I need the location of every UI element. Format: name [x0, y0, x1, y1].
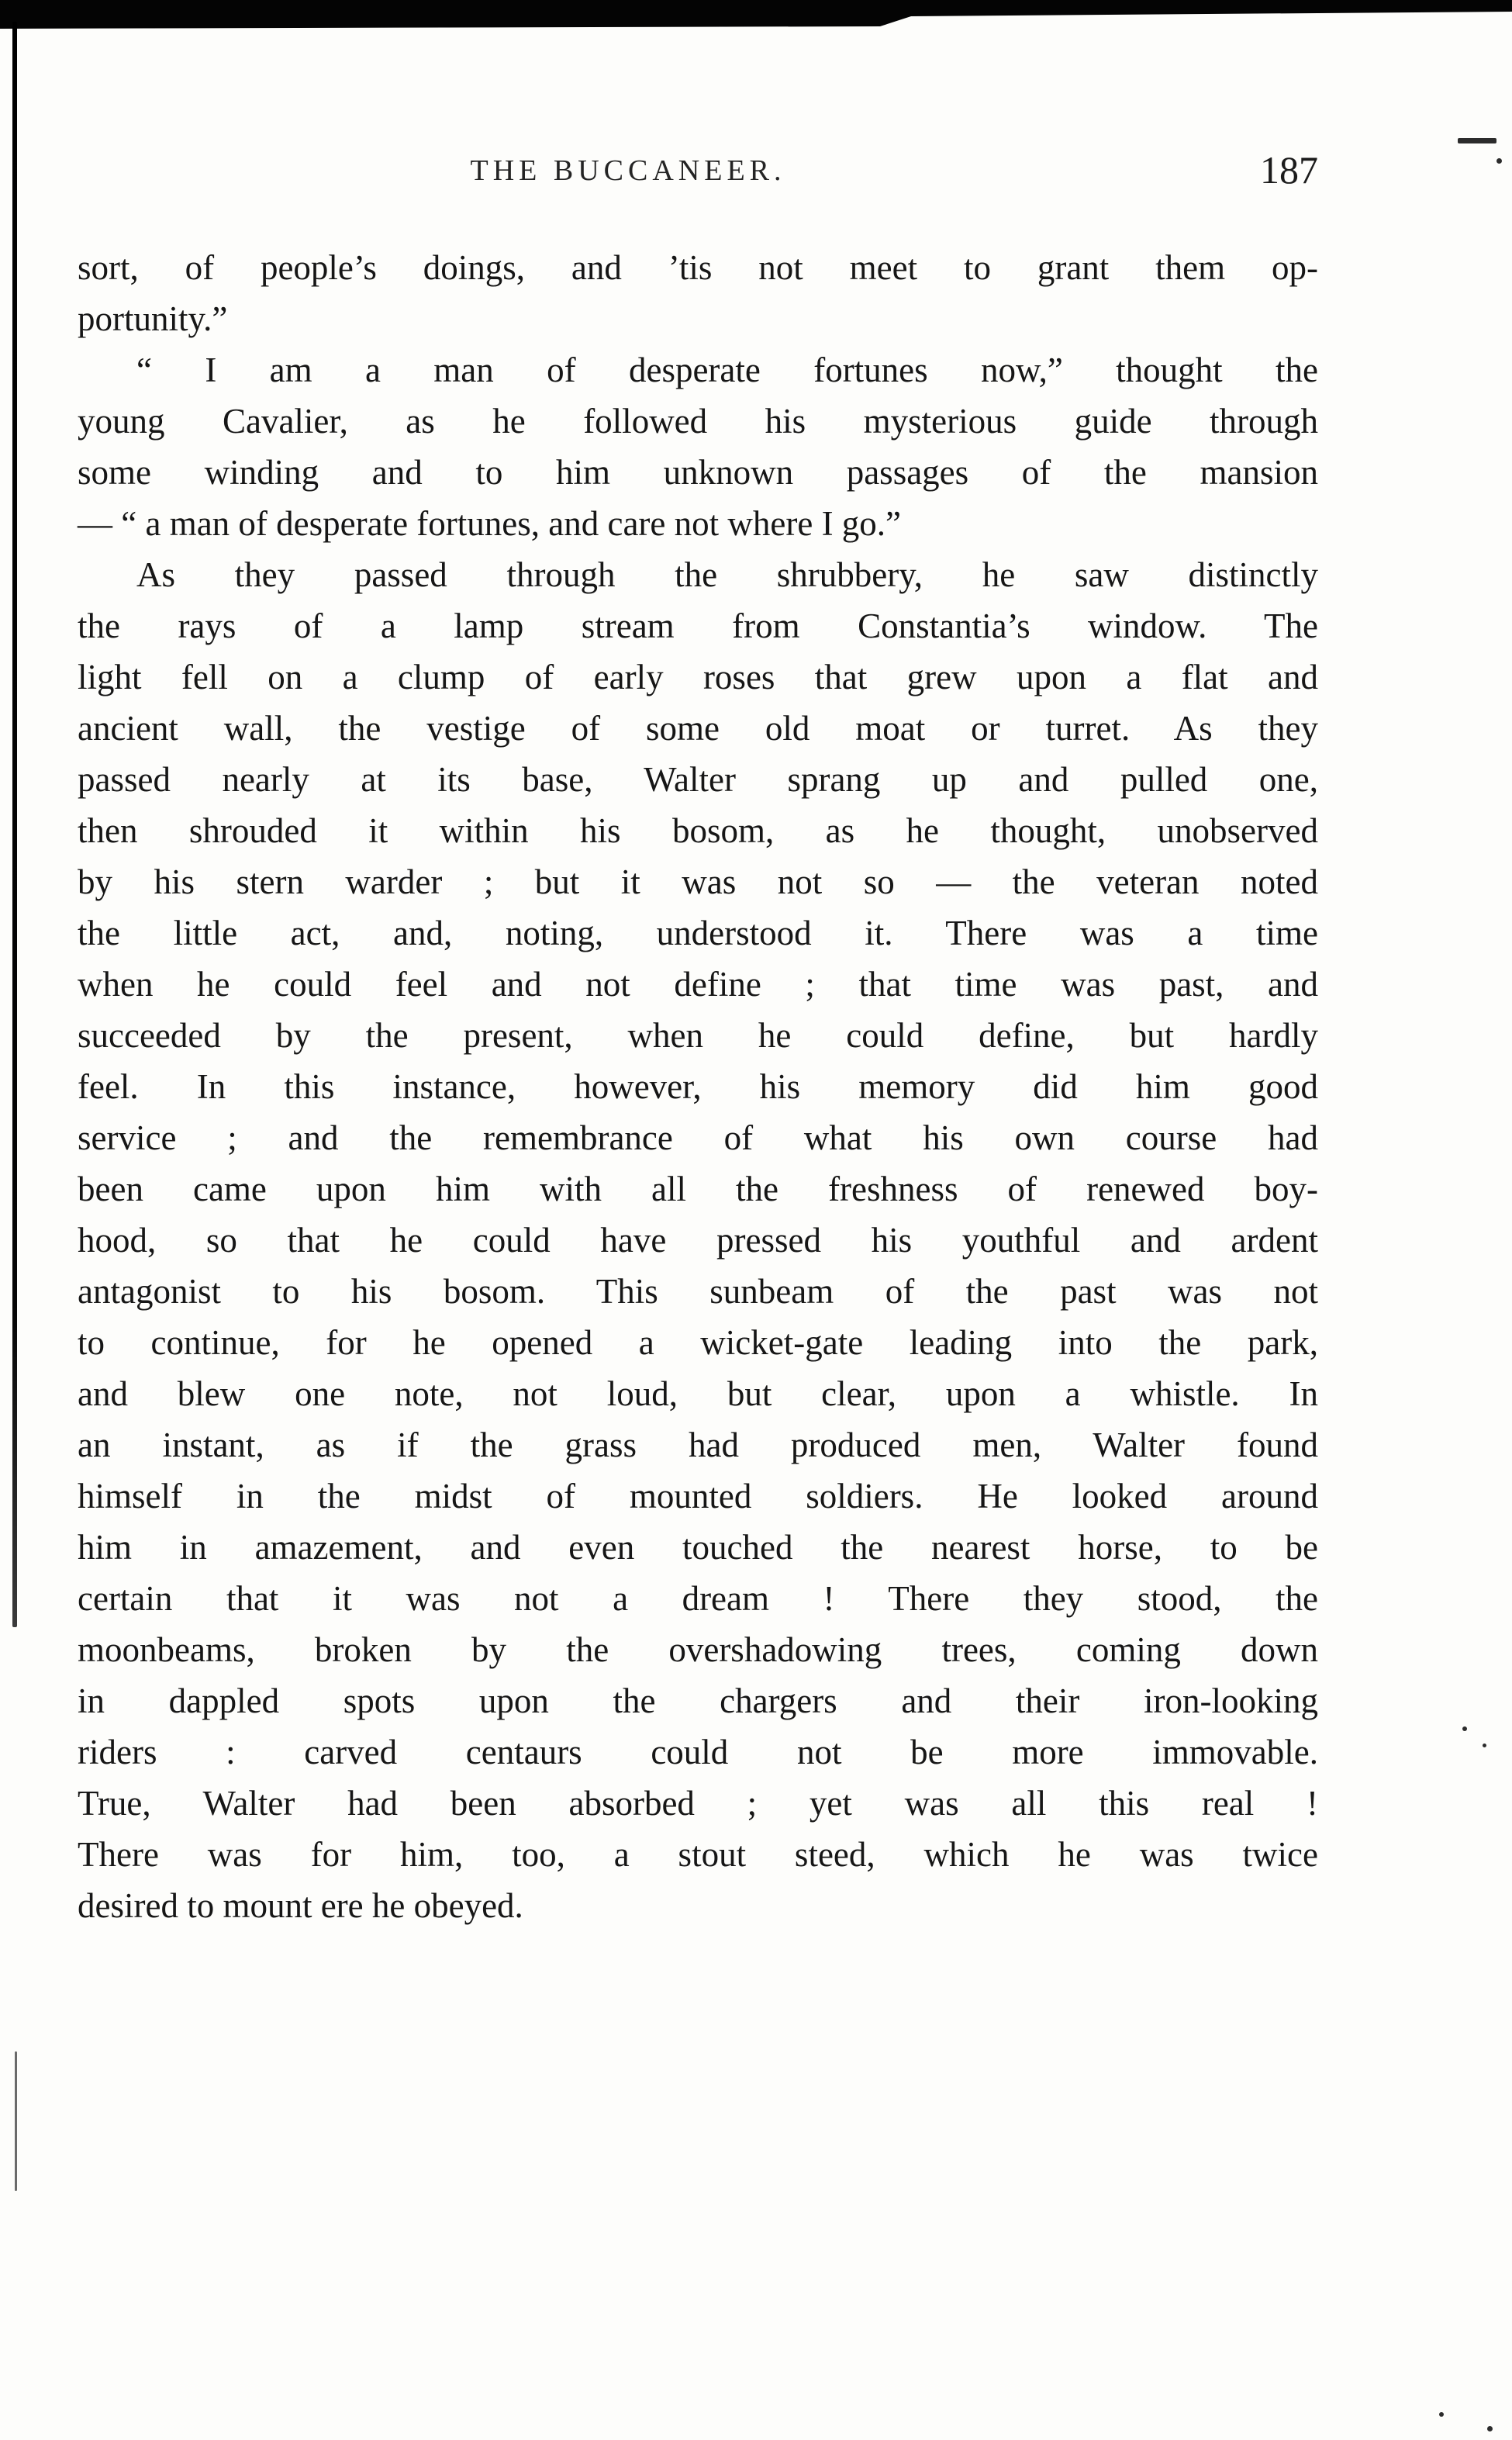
- text-line: been came upon him with all the freshness of renewed boy-: [78, 1170, 1318, 1208]
- text-line: then shrouded it within his bosom, as he thought, unobserved: [78, 811, 1318, 850]
- scan-artifact-speck: [1496, 158, 1502, 164]
- page-header: [78, 148, 1318, 208]
- text-line: riders : carved centaurs could not be more immovable.: [78, 1733, 1318, 1771]
- text-line: — “ a man of desperate fortunes, and care not where I go.”: [78, 504, 902, 543]
- text-line: when he could feel and not define ; that time was past, and: [78, 965, 1318, 1004]
- text-line: some winding and to him unknown passages of the mansion: [78, 453, 1318, 492]
- scan-artifact-left-line: [12, 22, 17, 1627]
- text-line: succeeded by the present, when he could define, but hardly: [78, 1016, 1318, 1055]
- text-line: hood, so that he could have pressed his youthful and ardent: [78, 1221, 1318, 1260]
- text-line: to continue, for he opened a wicket-gate leading into the park,: [78, 1323, 1318, 1362]
- text-line: service ; and the remembrance of what his own course had: [78, 1118, 1318, 1157]
- text-line: and blew one note, not loud, but clear, upon a whistle. In: [78, 1374, 1318, 1413]
- text-line: portunity.”: [78, 299, 228, 338]
- paragraph: [78, 344, 1318, 549]
- text-line: light fell on a clump of early roses that grew upon a flat and: [78, 658, 1318, 696]
- body-text: [78, 242, 1318, 1931]
- text-line: himself in the midst of mounted soldiers. He looked around: [78, 1477, 1318, 1515]
- paragraph: [78, 549, 1318, 1931]
- text-line: As they passed through the shrubbery, he saw distinctly: [136, 555, 1318, 594]
- scan-artifact-dash: [1458, 138, 1496, 143]
- text-line: antagonist to his bosom. This sunbeam of the past was not: [78, 1272, 1318, 1311]
- running-title: THE BUCCANEER.: [470, 154, 786, 187]
- scan-artifact-top-bar: [0, 0, 1512, 47]
- text-line: feel. In this instance, however, his memory did him good: [78, 1067, 1318, 1106]
- text-line: the rays of a lamp stream from Constantia’s window. The: [78, 607, 1318, 645]
- text-line: young Cavalier, as he followed his mysterious guide through: [78, 402, 1318, 441]
- text-line: by his stern warder ; but it was not so — the veteran noted: [78, 862, 1318, 901]
- text-line: in dappled spots upon the chargers and their iron-looking: [78, 1681, 1318, 1720]
- text-line: sort, of people’s doings, and ’tis not meet to grant them op-: [78, 248, 1318, 287]
- text-line: True, Walter had been absorbed ; yet was all this real !: [78, 1784, 1318, 1823]
- text-line: “ I am a man of desperate fortunes now,” thought the: [136, 351, 1318, 389]
- text-line: There was for him, too, a stout steed, which he was twice: [78, 1835, 1318, 1874]
- text-line: the little act, and, noting, understood it. There was a time: [78, 914, 1318, 952]
- text-line: certain that it was not a dream ! There they stood, the: [78, 1579, 1318, 1618]
- text-line: passed nearly at its base, Walter sprang up and pulled one,: [78, 760, 1318, 799]
- scan-artifact-left-line-lower: [15, 2051, 17, 2191]
- scan-artifact-speck: [1487, 2426, 1493, 2431]
- scan-artifact-speck: [1462, 1726, 1467, 1731]
- paragraph: [78, 242, 1318, 344]
- scan-artifact-speck: [1483, 1744, 1486, 1747]
- text-line: desired to mount ere he obeyed.: [78, 1886, 523, 1925]
- text-line: him in amazement, and even touched the nearest horse, to be: [78, 1528, 1318, 1567]
- scan-artifact-speck: [1439, 2412, 1444, 2417]
- text-line: ancient wall, the vestige of some old moat or turret. As they: [78, 709, 1318, 748]
- text-line: moonbeams, broken by the overshadowing trees, coming down: [78, 1630, 1318, 1669]
- text-line: an instant, as if the grass had produced men, Walter found: [78, 1426, 1318, 1464]
- page-number: 187: [1260, 148, 1318, 192]
